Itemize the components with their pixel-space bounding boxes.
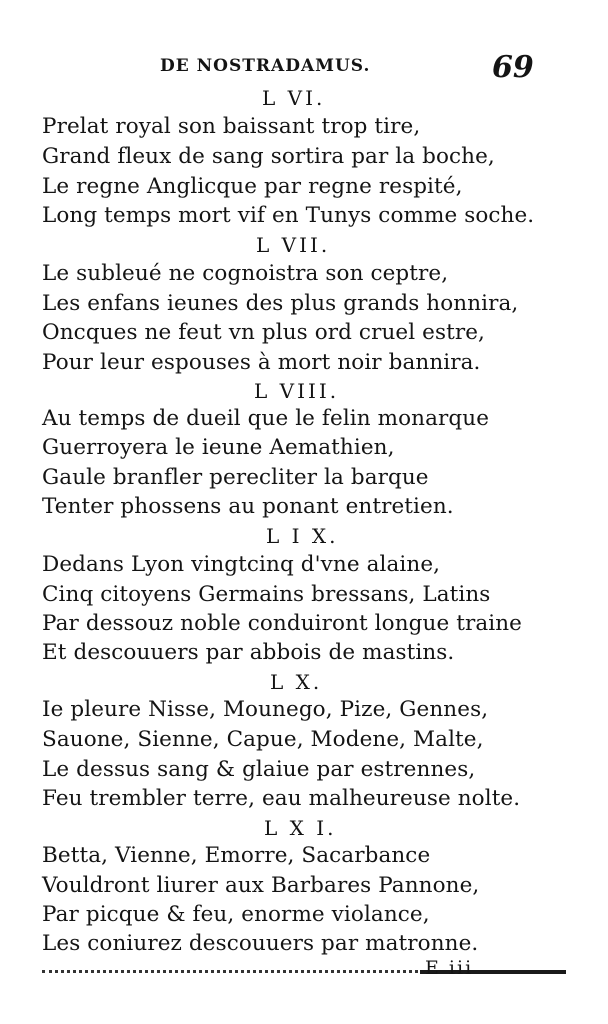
verse-line: Gaule branfler perecliter la barque [42,465,429,490]
page-number: 69 [492,50,534,85]
verse-line: Pour leur espouses à mort noir bannira. [42,350,481,375]
verse-line: Vouldront liurer aux Barbares Pannone, [42,873,480,898]
verse-line: Betta, Vienne, Emorre, Sacarbance [42,843,431,868]
verse-line: Le regne Anglicque par regne respité, [42,174,463,199]
quatrain-number: L X. [270,670,323,694]
verse-line: Ie pleure Nisse, Mounego, Pize, Gennes, [42,697,489,722]
verse-line: Sauone, Sienne, Capue, Modene, Malte, [42,727,484,752]
verse-line: Le dessus sang & glaiue par estrennes, [42,757,476,782]
verse-line: Feu trembler terre, eau malheureuse nolte. [42,786,521,811]
verse-line: Au temps de dueil que le felin monarque [42,406,490,431]
verse-line: Le subleué ne cognoistra son ceptre, [42,261,449,286]
quatrain-number: L VIII. [254,379,340,403]
verse-line: Tenter phossens au ponant entretien. [42,494,454,519]
quatrain-number: L X I. [264,816,337,840]
verse-line: Grand fleux de sang sortira par la boche, [42,144,495,169]
signature-mark: E iii [425,957,474,979]
verse-line: Par picque & feu, enorme violance, [42,902,430,927]
quatrain-number: L VII. [256,233,331,257]
verse-line: Guerroyera le ieune Aemathien, [42,435,395,460]
running-head: DE NOSTRADAMUS. [160,56,371,76]
verse-line: Dedans Lyon vingtcinq d'vne alaine, [42,552,441,577]
verse-line: Les enfans ieunes des plus grands honnira, [42,291,519,316]
verse-line: Par dessouz noble conduiront longue traine [42,611,523,636]
verse-line: Cinq citoyens Germains bressans, Latins [42,582,491,607]
verse-line: Les coniurez descouuers par matronne. [42,931,479,956]
verse-line: Long temps mort vif en Tunys comme soche. [42,203,535,228]
verse-line: Oncques ne feut vn plus ord cruel estre, [42,320,485,345]
verse-line: Et descouuers par abbois de mastins. [42,640,455,665]
verse-line: Prelat royal son baissant trop tire, [42,114,421,139]
quatrain-number: L I X. [266,524,339,548]
quatrain-number: L VI. [262,86,326,110]
